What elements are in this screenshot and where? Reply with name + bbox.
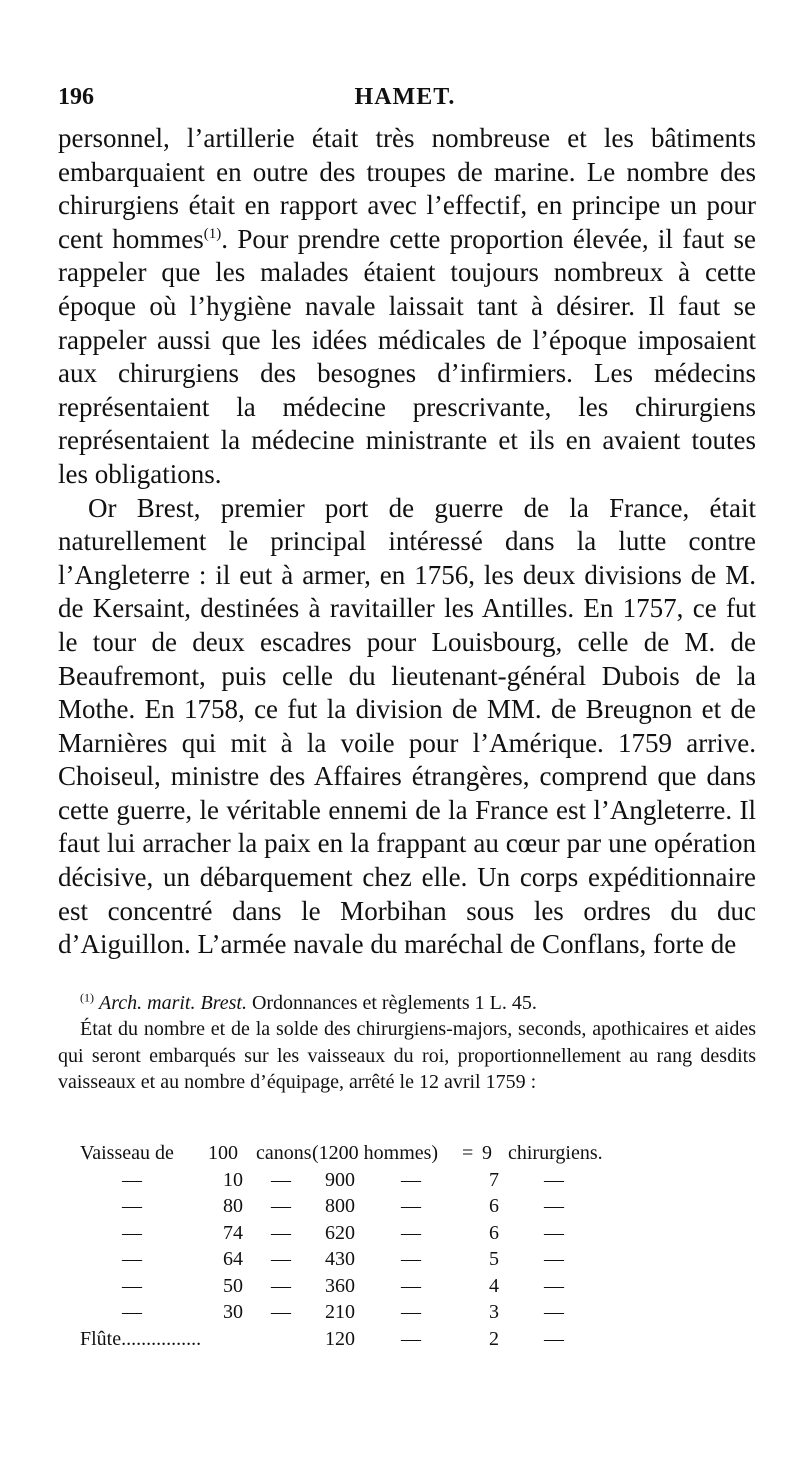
flute-label: Flûte................ [80, 1327, 202, 1350]
table-row [80, 1248, 680, 1275]
paragraph-1-continuation: . Pour prendre cette proportion élevée, il faut se rappeler que les malades étaient toujours nombreux à cette époque où l’hygiène navale laissait tant à désirer. Il faut se rappeler aussi que les idées médicales de l’époque imposaient aux chirurgiens des besognes d’infirmiers. Les médecins représentaient la médecine prescrivante, les chirurgiens représentaient la médecine ministrante et ils en avaient toutes les obligations. [58, 223, 756, 489]
row-surgeons: 4 [489, 1274, 499, 1297]
ditto-mark: — [271, 1168, 291, 1191]
ditto-mark: — [271, 1248, 291, 1270]
ditto-mark: — [544, 1221, 564, 1244]
row-men: 430 [325, 1248, 355, 1270]
ditto-mark: — [271, 1195, 291, 1217]
row-surgeons: 6 [489, 1195, 499, 1217]
ditto-mark: — [122, 1221, 142, 1244]
ditto-mark: — [401, 1168, 421, 1191]
paragraph-1-text: personnel, l’artillerie était très nombreuse et les bâtiments embarquaient en outre des troupes de marine. Le nombre des chirurgiens était en rapport avec l’effectif, en principe un pour cent hommes [58, 123, 756, 254]
page-header [58, 84, 752, 116]
row-surgeons: 6 [489, 1221, 499, 1244]
table-header-equals: = [462, 1142, 474, 1164]
ditto-mark: — [401, 1195, 421, 1217]
row-men: 900 [325, 1168, 355, 1191]
table-row [80, 1195, 680, 1222]
ditto-mark: — [122, 1274, 142, 1297]
table-row [80, 1301, 680, 1328]
table-header-surgeons-unit: chirurgiens. [508, 1142, 603, 1164]
footnote [58, 990, 756, 1096]
main-text [58, 122, 756, 962]
row-men: 120 [325, 1327, 355, 1350]
ditto-mark: — [122, 1301, 142, 1323]
table-row [80, 1169, 680, 1196]
table-row [80, 1222, 680, 1249]
ditto-mark: — [544, 1327, 564, 1350]
ditto-mark: — [122, 1195, 142, 1217]
row-surgeons: 5 [489, 1248, 499, 1270]
row-guns: 50 [223, 1274, 243, 1297]
table-header-row [80, 1142, 680, 1169]
footnote-source [58, 990, 756, 1016]
table-header-guns: 100 [208, 1142, 238, 1164]
paragraph-1 [58, 122, 756, 492]
row-guns: 74 [223, 1221, 243, 1244]
footnote-source-rest: Ordonnances et règlements 1 L. 45. [246, 992, 537, 1014]
row-men: 210 [325, 1301, 355, 1323]
ditto-mark: — [271, 1274, 291, 1297]
row-guns: 80 [223, 1195, 243, 1217]
ditto-mark: — [401, 1248, 421, 1270]
running-head: HAMET. [354, 84, 456, 110]
ditto-mark: — [544, 1301, 564, 1323]
table-header-guns-unit: canons [256, 1142, 312, 1164]
ditto-mark: — [401, 1274, 421, 1297]
ditto-mark: — [122, 1168, 142, 1191]
ditto-mark: — [401, 1301, 421, 1323]
ditto-mark: — [271, 1301, 291, 1323]
footnote-text: État du nombre et de la solde des chirurgiens-majors, seconds, apothicaires et aides qui seront embarqués sur les vaisseaux du roi, proportionnellement au rang desdits vaisseaux et au nombre d’équipage, arrêté le 12 avril 1759 : [58, 1018, 756, 1094]
row-men: 800 [325, 1195, 355, 1217]
row-surgeons: 3 [489, 1301, 499, 1323]
table-row [80, 1275, 680, 1302]
footnote-marker: (1) [80, 990, 94, 1005]
ditto-mark: — [401, 1327, 421, 1350]
ditto-mark: — [401, 1221, 421, 1244]
ditto-mark: — [271, 1221, 291, 1244]
footnote-reference: (1) [203, 225, 222, 242]
ditto-mark: — [122, 1248, 142, 1270]
row-men: 360 [325, 1274, 355, 1297]
ditto-mark: — [544, 1168, 564, 1191]
table-header-label: Vaisseau de [80, 1142, 174, 1164]
table-header-surgeons: 9 [482, 1142, 492, 1164]
surgeons-table [80, 1142, 680, 1354]
paragraph-2: Or Brest, premier port de guerre de la France, était naturellement le principal intéressé dans la lutte contre l’Angleterre : il eut à armer, en 1756, les deux divisions de M. de Kersaint, destinées à ravitailler les Antilles. En 1757, ce fut le tour de deux escadres pour Louisbourg, celle de M. de Beaufremont, puis celle du lieutenant-général Dubois de la Mothe. En 1758, ce fut la division de MM. de Breugnon et de Marnières qui mit à la voile pour l’Amérique. 1759 arrive. Choiseul, ministre des Affaires étrangères, comprend que dans cette guerre, le véritable ennemi de la France est l’Angleterre. Il faut lui arracher la paix en la frappant au cœur par une opération décisive, un débarquement chez elle. Un corps expéditionnaire est concentré dans le Morbihan sous les ordres du duc d’Aiguillon. L’armée navale du maréchal de Conflans, forte de [58, 492, 756, 960]
page-number: 196 [58, 84, 94, 110]
row-surgeons: 2 [489, 1327, 499, 1350]
row-guns: 30 [223, 1301, 243, 1323]
table-header-men: (1200 hommes) [312, 1142, 439, 1164]
ditto-mark: — [544, 1274, 564, 1297]
row-surgeons: 7 [489, 1168, 499, 1191]
ditto-mark: — [544, 1248, 564, 1270]
table-row-flute [80, 1328, 680, 1355]
row-men: 620 [325, 1221, 355, 1244]
row-guns: 64 [223, 1248, 243, 1270]
row-guns: 10 [223, 1168, 243, 1191]
ditto-mark: — [544, 1195, 564, 1217]
footnote-source-italic: Arch. marit. Brest. [99, 992, 247, 1014]
